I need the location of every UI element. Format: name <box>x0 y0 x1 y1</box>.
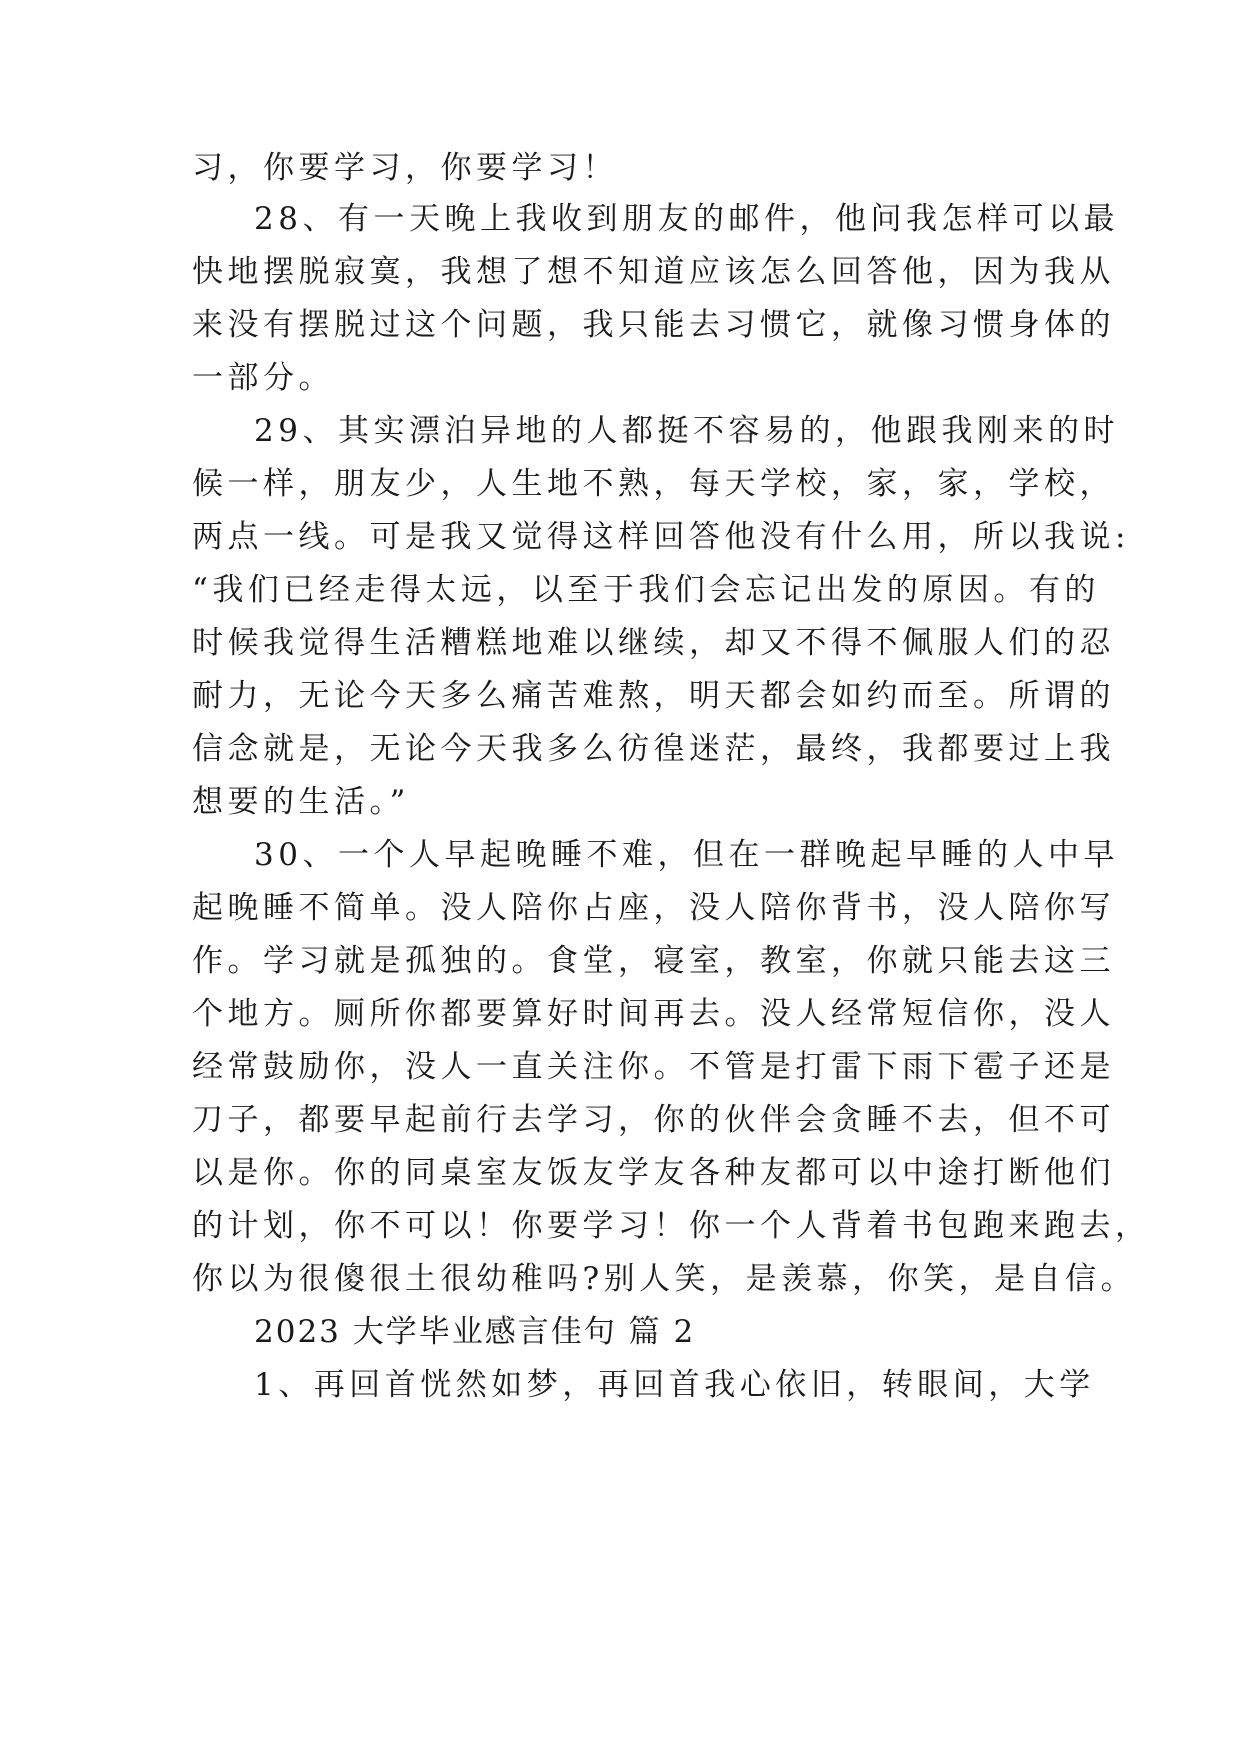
paragraph-29-start: 29、其实漂泊异地的人都挺不容易的，他跟我刚来的时 <box>254 413 1119 449</box>
text-line: 习，你要学习，你要学习！ <box>192 150 618 186</box>
paragraph-28-start: 28、有一天晚上我收到朋友的邮件，他问我怎样可以最 <box>254 201 1119 237</box>
text-line: 两点一线。可是我又觉得这样回答他没有什么用，所以我说: <box>192 519 1130 555</box>
paragraph-30-start: 30、一个人早起晚睡不难，但在一群晚起早睡的人中早 <box>254 837 1119 873</box>
text-line: 信念就是，无论今天我多么彷徨迷茫，最终，我都要过上我 <box>192 731 1115 767</box>
section-heading: 2023 大学毕业感言佳句 篇 2 <box>254 1314 696 1350</box>
text-line: “我们已经走得太远，以至于我们会忘记出发的原因。有的 <box>192 572 1100 608</box>
text-line: 起晚睡不简单。没人陪你占座，没人陪你背书，没人陪你写 <box>192 890 1115 926</box>
text-line: 来没有摆脱过这个问题，我只能去习惯它，就像习惯身体的 <box>192 307 1115 343</box>
text-line: 时候我觉得生活糟糕地难以继续，却又不得不佩服人们的忍 <box>192 625 1115 661</box>
text-line: 的计划，你不可以！你要学习！你一个人背着书包跑来跑去， <box>192 1208 1151 1244</box>
text-line: 经常鼓励你，没人一直关注你。不管是打雷下雨下雹子还是 <box>192 1049 1115 1085</box>
text-line: 个地方。厕所你都要算好时间再去。没人经常短信你，没人 <box>192 996 1115 1032</box>
text-line: 刀子，都要早起前行去学习，你的伙伴会贪睡不去，但不可 <box>192 1102 1115 1138</box>
text-line: 一部分。 <box>192 360 334 396</box>
text-line: 耐力，无论今天多么痛苦难熬，明天都会如约而至。所谓的 <box>192 678 1115 714</box>
text-line: 以是你。你的同桌室友饭友学友各种友都可以中途打断他们 <box>192 1155 1115 1191</box>
text-line: 作。学习就是孤独的。食堂，寝室，教室，你就只能去这三 <box>192 943 1115 979</box>
text-line: 快地摆脱寂寞，我想了想不知道应该怎么回答他，因为我从 <box>192 254 1115 290</box>
text-line: 候一样，朋友少，人生地不熟，每天学校，家，家，学校， <box>192 466 1115 502</box>
text-line: 想要的生活。” <box>192 784 410 820</box>
paragraph-1-start: 1、再回首恍然如梦，再回首我心依旧，转眼间，大学 <box>254 1367 1095 1403</box>
text-line: 你以为很傻很土很幼稚吗?别人笑，是羡慕，你笑，是自信。 <box>192 1261 1137 1297</box>
